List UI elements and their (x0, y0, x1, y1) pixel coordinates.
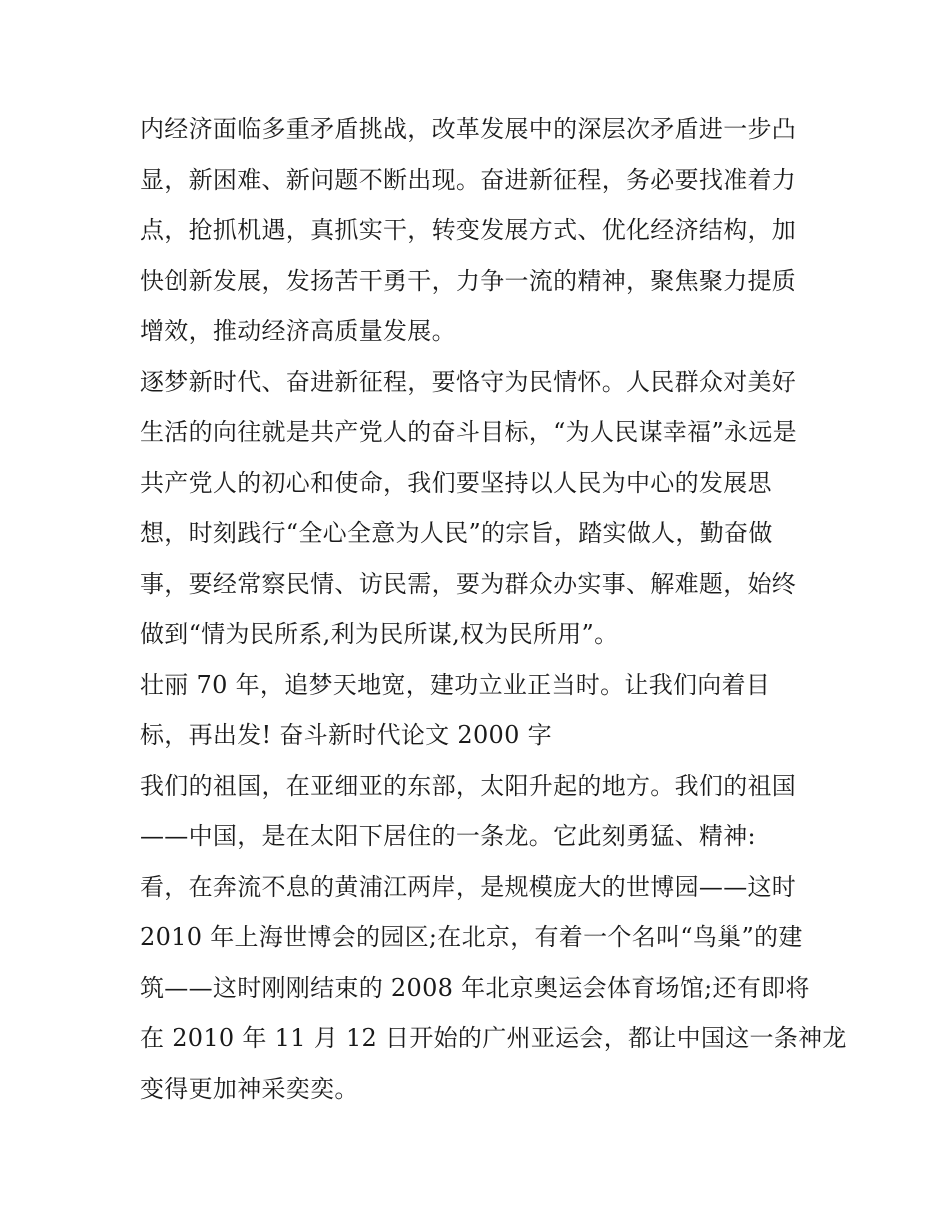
text-line: 我们的祖国，在亚细亚的东部，太阳升起的地方。我们的祖国 (140, 771, 797, 800)
text-line: 在 2010 年 11 月 12 日开始的广州亚运会，都让中国这一条神龙 (140, 1024, 847, 1052)
text-line: 2010 年上海世博会的园区;在北京，有着一个名叫“鸟巢”的建 (140, 923, 803, 951)
text-line: 显，新困难、新问题不断出现。奋进新征程，务必要找准着力 (140, 165, 797, 194)
text-line: 做到“情为民所系,利为民所谋,权为民所用”。 (140, 620, 619, 648)
text-line: 标，再出发! 奋斗新时代论文 2000 字 (140, 721, 552, 749)
text-line: 想，时刻践行“全心全意为人民”的宗旨，踏实做人，勤奋做 (140, 519, 773, 547)
text-line: ——中国，是在太阳下居住的一条龙。它此刻勇猛、精神: (140, 822, 756, 850)
text-line: 共产党人的初心和使命，我们要坚持以人民为中心的发展思 (140, 468, 772, 497)
text-line: 逐梦新时代、奋进新征程，要恪守为民情怀。人民群众对美好 (140, 367, 797, 396)
text-line: 点，抢抓机遇，真抓实干，转变发展方式、优化经济结构，加 (140, 216, 797, 244)
text-line: 快创新发展，发扬苦干勇干，力争一流的精神，聚焦聚力提质 (140, 266, 797, 295)
text-line: 事，要经常察民情、访民需，要为群众办实事、解难题，始终 (140, 569, 797, 598)
text-line: 壮丽 70 年，追梦天地宽，建功立业正当时。让我们向着目 (140, 670, 771, 699)
text-line: 内经济面临多重矛盾挑战，改革发展中的深层次矛盾进一步凸 (140, 115, 797, 143)
body-text (140, 104, 847, 1114)
text-line: 变得更加神采奕奕。 (140, 1074, 359, 1103)
text-line: 生活的向往就是共产党人的奋斗目标，“为人民谋幸福”永远是 (140, 418, 797, 446)
text-line: 筑——这时刚刚结束的 2008 年北京奥运会体育场馆;还有即将 (140, 973, 810, 1002)
text-line: 看，在奔流不息的黄浦江两岸，是规模庞大的世博园——这时 (140, 872, 797, 901)
text-line: 增效，推动经济高质量发展。 (140, 317, 456, 345)
